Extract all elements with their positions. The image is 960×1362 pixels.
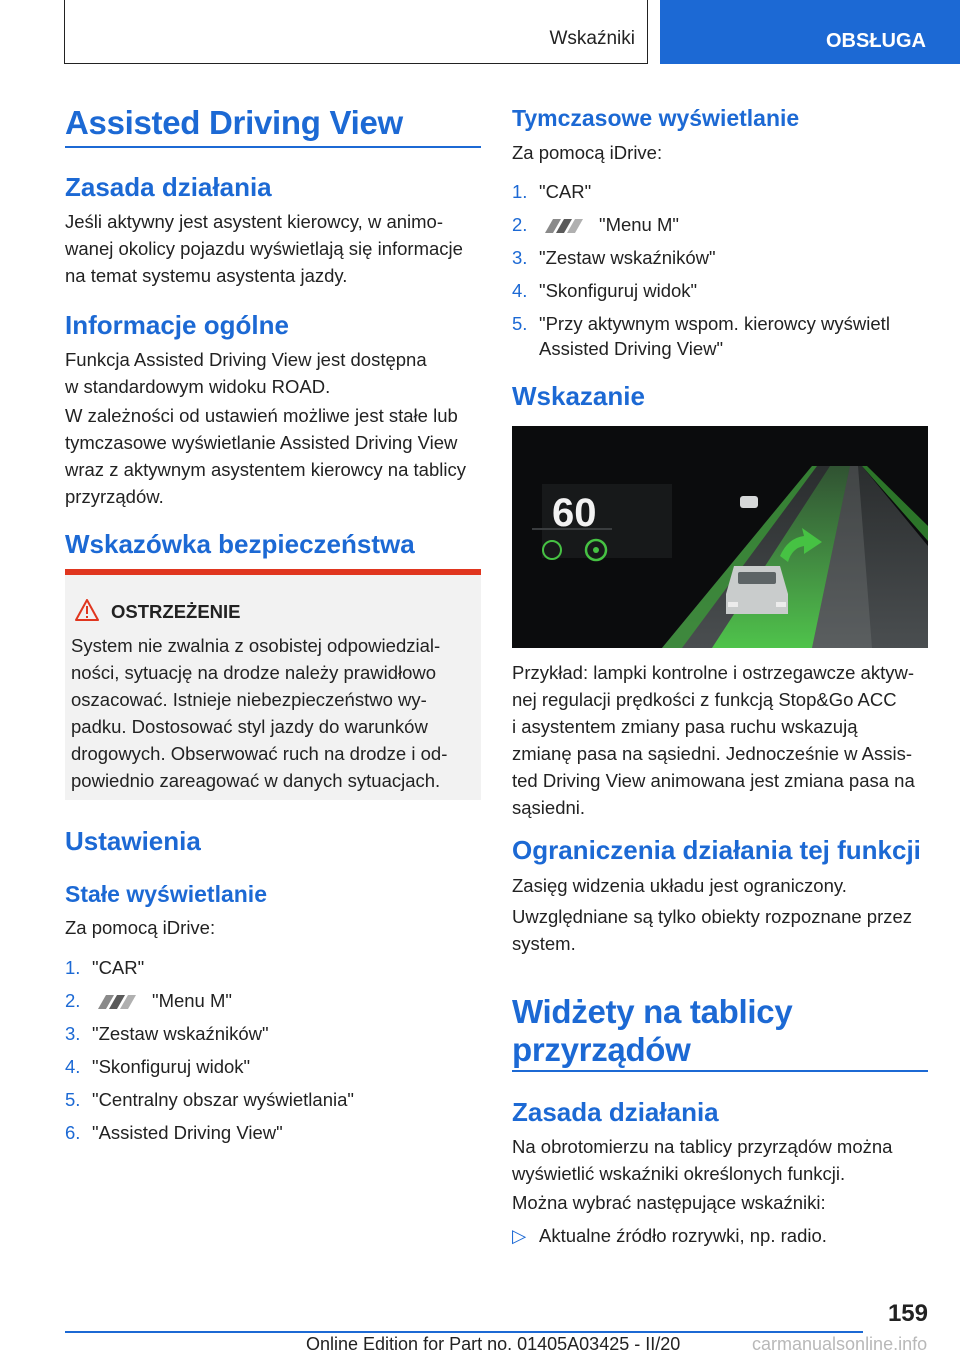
footer-rule xyxy=(65,1331,863,1333)
paragraph-select: Można wybrać następujące wskaźniki: xyxy=(512,1192,826,1213)
header-box xyxy=(64,0,648,64)
paragraph-limits-1: Zasięg widzenia układu jest ograniczony. xyxy=(512,875,847,896)
title-rule-2 xyxy=(512,1070,928,1072)
section-title: Wskaźniki xyxy=(549,28,635,49)
warning-triangle-icon xyxy=(75,599,99,621)
paragraph-zasada: Jeśli aktywny jest asystent kierowcy, w animo- wanej okolicy pojazdu wyświetlają się informacje na temat systemu asystenta jazdy. xyxy=(65,211,463,286)
triangle-bullet-icon: ▷ xyxy=(512,1225,527,1246)
watermark-text: carmanualsonline.info xyxy=(752,1334,928,1354)
paragraph-idrive-right: Za pomocą iDrive: xyxy=(512,142,663,163)
page-number: 159 xyxy=(887,1300,928,1327)
main-title: Assisted Driving View xyxy=(65,104,403,141)
warning-box xyxy=(65,569,481,800)
heading-zasada: Zasada działania xyxy=(65,172,272,202)
heading-safety: Wskazówka bezpieczeństwa xyxy=(65,529,415,559)
paragraph-limits-2: Uwzględniane są tylko obiekty rozpoznane przez system. xyxy=(512,906,913,954)
heading-info: Informacje ogólne xyxy=(65,310,289,340)
m-menu-icon xyxy=(92,994,142,1010)
title-rule xyxy=(65,146,481,148)
section-title-widgets: Widżety na tablicy przyrządów xyxy=(512,993,793,1068)
paragraph-info-2: W zależności od ustawień możliwe jest stałe lub tymczasowe wyświetlanie Assisted Driving View wraz z aktywnym asystentem kierowcy na tablicy przyrządów. xyxy=(65,405,466,507)
paragraph-zasada-2: Na obrotomierzu na tablicy przyrządów można wyświetlić wskaźniki określonych funkcji. xyxy=(512,1136,893,1184)
warning-text: System nie zwalnia z osobistej odpowiedzial- ności, sytuację na drodze należy prawidłowo oszacować. Istnieje niebezpieczeństwo wy- padku. Dostosować styl jazdy do warunków drogowych. Obserwować ruch na drodze i od- powiednio zareagować w danych sytuacjach. xyxy=(71,635,448,791)
heading-settings: Ustawienia xyxy=(65,826,201,856)
heading-display: Wskazanie xyxy=(512,381,645,411)
instrument-cluster-image xyxy=(512,426,928,648)
warning-title: OSTRZEŻENIE xyxy=(111,601,241,622)
heading-limits: Ograniczenia działania tej funkcji xyxy=(512,835,921,865)
cluster-speed: 60 xyxy=(552,491,597,535)
heading-zasada-2: Zasada działania xyxy=(512,1097,719,1127)
chapter-tab: OBSŁUGA xyxy=(660,0,960,64)
paragraph-info-1: Funkcja Assisted Driving View jest dostępna w standardowym widoku ROAD. xyxy=(65,349,427,397)
m-menu-icon xyxy=(539,218,589,234)
heading-temporary: Tymczasowe wyświetlanie xyxy=(512,105,800,131)
image-caption: Przykład: lampki kontrolne i ostrzegawcze aktyw- nej regulacji prędkości z funkcją Stop&Go ACC i asystentem zmiany pasa ruchu wskazują zmianę pasa na sąsiedni. Jednocześnie w Assis- ted Driving View animowana jest zmiana pasa na sąsiedni. xyxy=(512,662,915,818)
heading-permanent: Stałe wyświetlanie xyxy=(65,881,267,907)
paragraph-idrive-left: Za pomocą iDrive: xyxy=(65,917,216,938)
edition-text: Online Edition for Part no. 01405A03425 - II/20 xyxy=(306,1334,681,1354)
